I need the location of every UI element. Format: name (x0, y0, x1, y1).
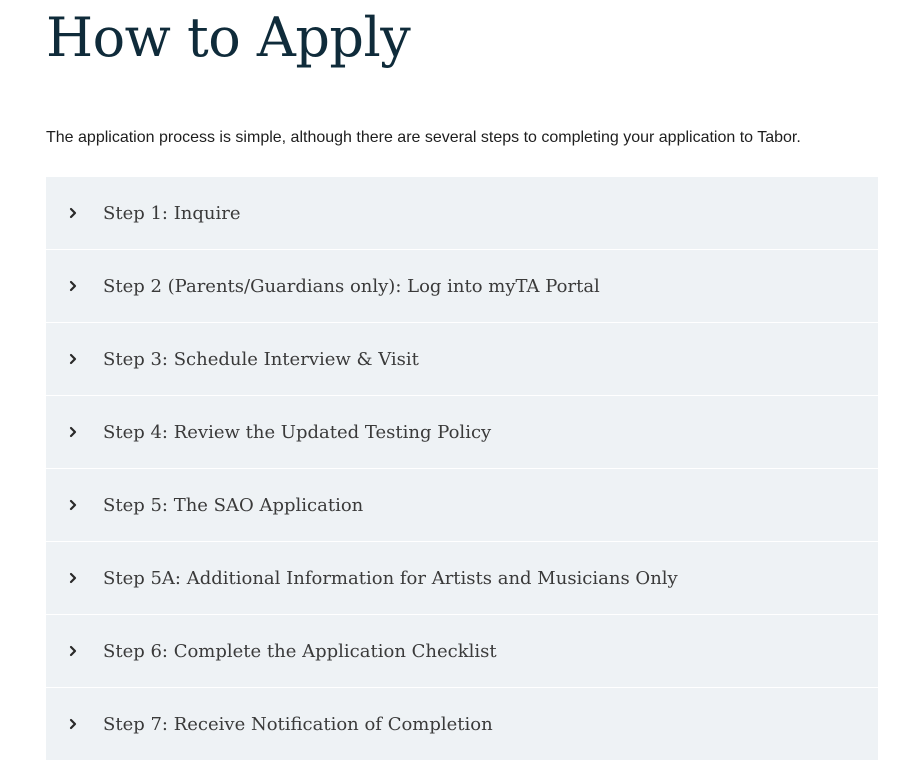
page-title: How to Apply (46, 6, 411, 69)
intro-text: The application process is simple, although there are several steps to completing your application to Tabor. (46, 129, 801, 146)
accordion-item-label: Step 5: The SAO Application (103, 494, 364, 516)
accordion-item-step-7[interactable] (46, 688, 878, 761)
chevron-right-icon (66, 717, 80, 731)
accordion-item-label: Step 2 (Parents/Guardians only): Log into myTA Portal (103, 275, 600, 297)
accordion-item-label: Step 1: Inquire (103, 202, 241, 224)
chevron-right-icon (66, 498, 80, 512)
accordion-item-step-3[interactable] (46, 323, 878, 396)
accordion-item-label: Step 7: Receive Notification of Completion (103, 713, 493, 735)
accordion-item-label: Step 3: Schedule Interview & Visit (103, 348, 419, 370)
chevron-right-icon (66, 644, 80, 658)
chevron-right-icon (66, 206, 80, 220)
steps-accordion (46, 177, 878, 761)
accordion-item-step-6[interactable] (46, 615, 878, 688)
accordion-item-step-5[interactable] (46, 469, 878, 542)
accordion-item-label: Step 4: Review the Updated Testing Policy (103, 421, 492, 443)
chevron-right-icon (66, 571, 80, 585)
accordion-item-step-2[interactable] (46, 250, 878, 323)
accordion-item-step-5a[interactable] (46, 542, 878, 615)
accordion-item-step-4[interactable] (46, 396, 878, 469)
accordion-item-label: Step 6: Complete the Application Checklist (103, 640, 497, 662)
accordion-item-step-1[interactable] (46, 177, 878, 250)
chevron-right-icon (66, 279, 80, 293)
accordion-item-label: Step 5A: Additional Information for Artists and Musicians Only (103, 567, 678, 589)
chevron-right-icon (66, 425, 80, 439)
chevron-right-icon (66, 352, 80, 366)
